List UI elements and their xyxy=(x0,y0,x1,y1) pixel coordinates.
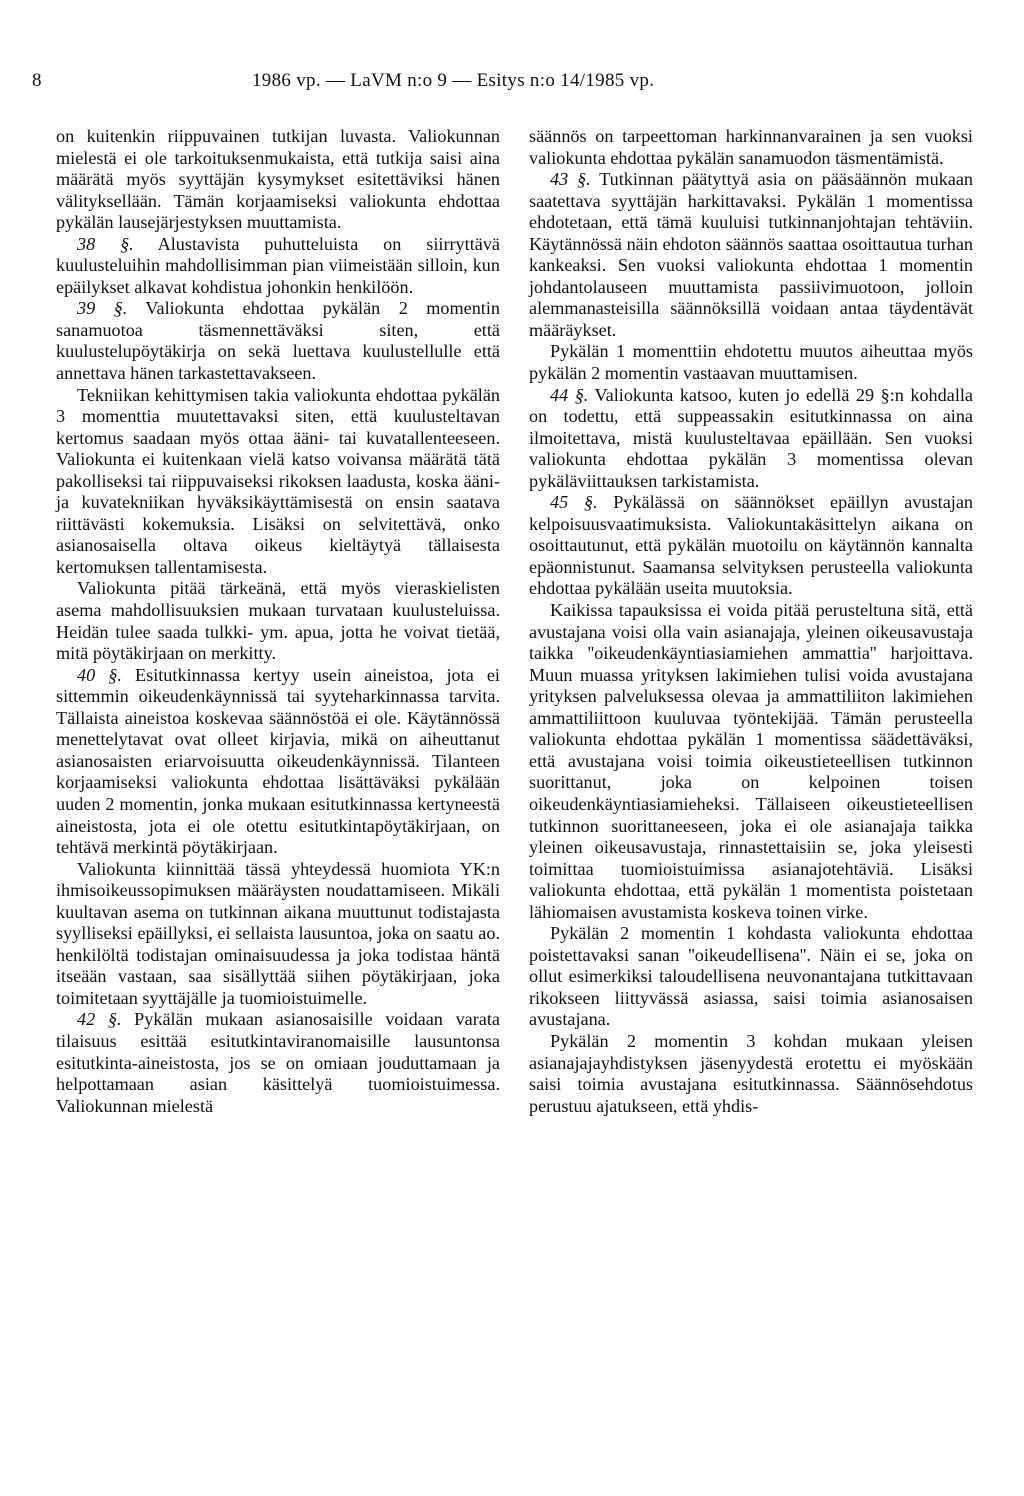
paragraph xyxy=(529,385,973,493)
paragraph-text: Kaikissa tapauksissa ei voida pitää perusteltuna sitä, että avustajana voisi olla vain asianajaja, yleinen oikeusavustaja taikka ''oikeudenkäyntiasiamiehen ammattia'' harjoittava. Muun muassa yrityksen lakimiehen tulisi voida avustajana yrityksen palveluksessa olevaa ja ammattiliiton lakimiehen ammattiliittoon kuuluvaa työntekijää. Tämän perusteella valiokunta ehdottaa pykälän 1 momentissa säädettäväksi, että avustajana voisi toimia oikeustieteellisen tutkinnon suorittanut, joka on kelpoinen toisen oikeudenkäyntiasiamieheksi. Tällaiseen oikeustieteellisen tutkinnon suorittaneeseen, joka ei ole asianajaja taikka yleinen oikeusavustaja, rinnastettaisiin se, joka yleisesti toimittaa tuomioistuimissa asianajotehtäviä. Lisäksi valiokunta ehdottaa, että pykälän 1 momentista poistetaan lähiomaisen avustamista koskeva toinen virke. xyxy=(529,600,973,922)
paragraph-text: Valiokunta ehdottaa pykälän 2 momentin sanamuotoa täsmennettäväksi siten, että kuulustelupöytäkirja on sekä luettava kuulustellulle että annettava hänen tarkastettavakseen. xyxy=(56,298,501,384)
paragraph xyxy=(529,341,973,384)
running-head: 1986 vp. — LaVM n:o 9 — Esitys n:o 14/1985 vp. xyxy=(252,70,655,91)
paragraph-text: Pykälän 1 momenttiin ehdotettu muutos aiheuttaa myös pykälän 2 momentin vastaavan muuttamisen. xyxy=(529,341,973,384)
paragraph xyxy=(56,126,500,234)
paragraph xyxy=(529,1031,973,1117)
paragraph-text: Valiokunta kiinnittää tässä yhteydessä huomiota YK:n ihmisoikeussopimuksen määräysten noudattamiseen. Mikäli kuultavan asema on tutkinnan aikana muuttunut todistajasta syylliseksi epäillyksi, ei sellaista lausuntoa, joka on saatu ao. henkilöltä todistajan ominaisuudessa ja joka todistaa häntä itseään vastaan, saa sisällyttää siihen pöytäkirjaan, joka toimitetaan syyttäjälle ja tuomioistuimelle. xyxy=(56,858,500,1008)
section-ref: 43 §. xyxy=(550,169,591,190)
paragraph xyxy=(56,298,500,384)
paragraph-text: Pykälän 2 momentin 3 kohdan mukaan yleisen asianajajayhdistyksen jäsenyydestä erotettu ei myöskään saisi toimia avustajana esitutkinnassa. Säännösehdotus perustuu ajatukseen, että yhdis- xyxy=(529,1030,973,1116)
right-column xyxy=(529,126,973,1117)
paragraph xyxy=(529,169,973,341)
page-number: 8 xyxy=(32,70,42,91)
paragraph xyxy=(529,126,973,169)
paragraph xyxy=(529,923,973,1031)
paragraph-text: Pykälässä on säännökset epäillyn avustajan kelpoisuusvaatimuksista. Valiokuntakäsittelyn aikana on osoittautunut, että pykälän muotoilu on käytännön kannalta epäonnistunut. Saamansa selvityksen perusteella valiokunta ehdottaa pykälään useita muutoksia. xyxy=(529,492,973,599)
paragraph-text: Tekniikan kehittymisen takia valiokunta ehdottaa pykälän 3 momenttia muutettavaksi siten, että kuulusteltavan kertomus saadaan myös ottaa ääni- tai kuvatallenteeseen. Valiokunta ei kuitenkaan vielä katso voivansa määrätä tätä pakolliseksi tai riippuvaiseksi rikoksen laadusta, koska ääni- ja kuvatekniikan hyväksikäyttämisestä on ensin saatava riittävästi kokemuksia. Lisäksi on selvitettävä, onko asianosaisella oltava oikeus kieltäytyä tällaisesta kertomuksen tallentamisesta. xyxy=(56,384,500,577)
paragraph-text: on kuitenkin riippuvainen tutkijan luvasta. Valiokunnan mielestä ei ole tarkoituksenmukaista, että tutkija saisi aina määrätä myös syyttäjän kysymykset esitettäviksi hänen välityksellään. Tämän korjaamiseksi valiokunta ehdottaa pykälän lausejärjestyksen muuttamista. xyxy=(56,126,500,233)
paragraph-text: Pykälän mukaan asianosaisille voidaan varata tilaisuus esittää esitutkintaviranomaisille lausuntonsa esitutkinta-aineistosta, jos se on omiaan jouduttamaan ja helpottamaan asian käsittelyä tuomioistuimessa. Valiokunnan mielestä xyxy=(56,1009,500,1116)
left-column xyxy=(56,126,500,1117)
paragraph xyxy=(56,234,500,299)
paragraph-text: Esitutkinnassa kertyy usein aineistoa, jota ei sittemmin oikeudenkäynnissä tai syyteharkinnassa tarvita. Tällaista aineistoa koskevaa säännöstöä ei ole. Käytännössä menettelytavat ovat olleet kirjavia, mikä on aiheuttanut asianosaisten eriarvoisuutta oikeudenkäynnissä. Tilanteen korjaamiseksi valiokunta ehdottaa lisättäväksi pykälään uuden 2 momentin, jonka mukaan esitutkinnassa kertyneestä aineistosta, jota ei ole otettu esitutkintapöytäkirjaan, on tehtävä merkintä pöytäkirjaan. xyxy=(56,664,500,858)
paragraph-text: Alustavista puhutteluista on siirryttävä kuulusteluihin mahdollisimman pian viimeistään silloin, kun epäilykset alkavat kohdistua johonkin henkilöön. xyxy=(56,233,500,297)
paragraph-text: säännös on tarpeettoman harkinnanvarainen ja sen vuoksi valiokunta ehdottaa pykälän sanamuodon täsmentämistä. xyxy=(529,126,973,168)
paragraph-text: Valiokunta pitää tärkeänä, että myös vieraskielisten asema mahdollisuuksien mukaan turvataan kuulusteluissa. Heidän tulee saada tulkki- ym. apua, jotta he voivat tietää, mitä pöytäkirjaan on merkitty. xyxy=(56,578,500,664)
paragraph xyxy=(56,859,500,1010)
paragraph xyxy=(529,492,973,600)
section-ref: 39 §. xyxy=(77,298,128,319)
section-ref: 45 §. xyxy=(550,492,598,513)
paragraph xyxy=(56,385,500,579)
paragraph xyxy=(56,1009,500,1117)
paragraph xyxy=(56,665,500,859)
paragraph-text: Tutkinnan päätyttyä asia on pääsäännön mukaan saatettava syyttäjän harkittavaksi. Pykälän 1 momentissa ehdotetaan, että tämä kuuluisi tutkinnanjohtajan tehtäviin. Käytännössä näin ehdoton säännös saattaa osoittautua turhan kankeaksi. Sen vuoksi valiokunta ehdottaa 1 momentin johdantolauseen muuttamista passiivimuotoon, jolloin alemmanasteisilla säännöksillä voidaan antaa täydentävät määräykset. xyxy=(529,169,973,340)
paragraph-text: Valiokunta katsoo, kuten jo edellä 29 §:n kohdalla on todettu, että suppeassakin esitutkinnassa on aina ilmoitettava, mistä kuulusteltavaa epäillään. Sen vuoksi valiokunta ehdottaa pykälän 3 momentissa olevan pykäläviittauksen tarkistamista. xyxy=(529,384,973,491)
paragraph xyxy=(529,600,973,923)
section-ref: 40 §. xyxy=(77,664,122,685)
section-ref: 44 §. xyxy=(550,384,589,405)
paragraph-text: Pykälän 2 momentin 1 kohdasta valiokunta ehdottaa poistettavaksi sanan ''oikeudellisena''. Näin ei se, joka on ollut esimerkiksi taloudellisena neuvonantajana tutkittavaan rikokseen liittyvässä asiassa, saisi toimia asianosaisen avustajana. xyxy=(529,923,973,1030)
paragraph xyxy=(56,578,500,664)
section-ref: 42 §. xyxy=(77,1009,122,1030)
section-ref: 38 §. xyxy=(77,233,134,254)
